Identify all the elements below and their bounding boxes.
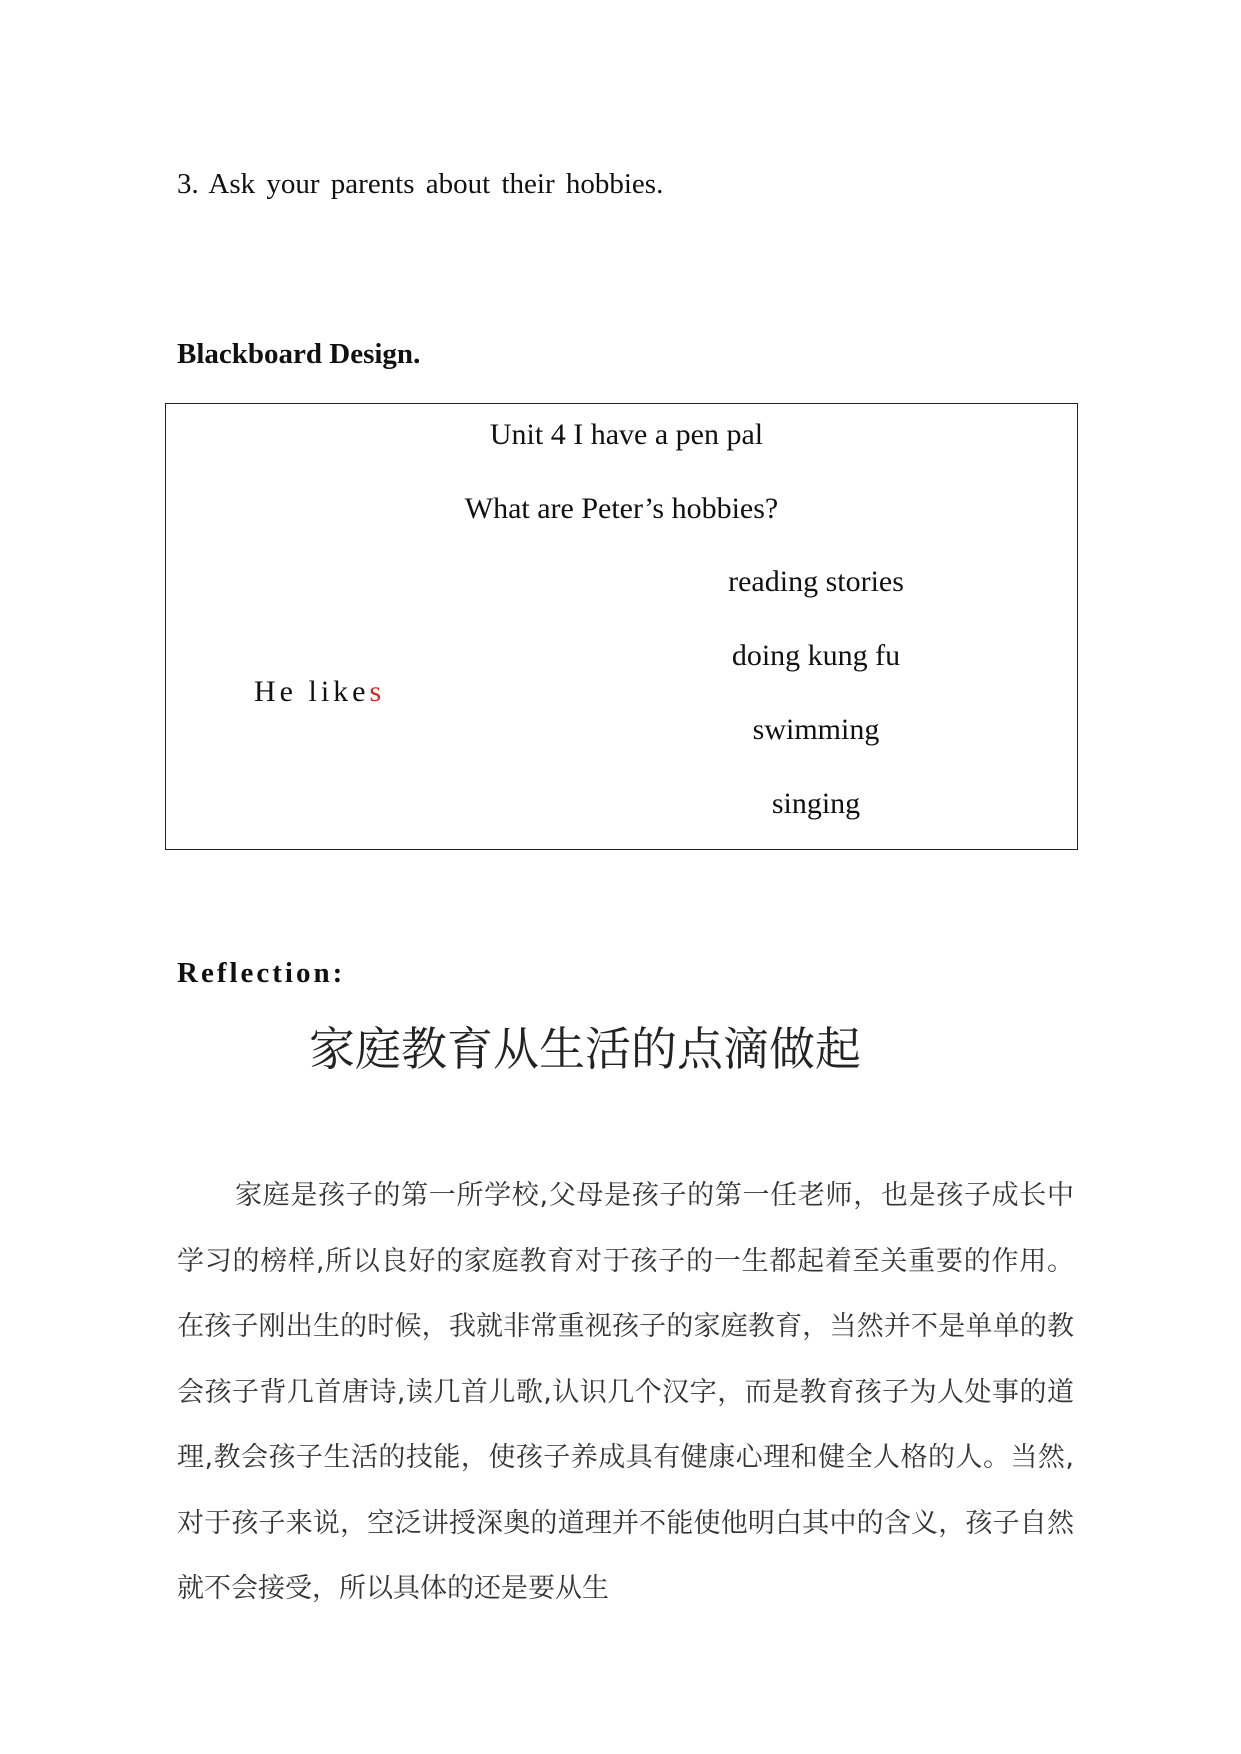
board-subject [254,675,385,709]
blackboard-design-box [165,403,1078,850]
essay-title: 家庭教育从生活的点滴做起 [309,1022,861,1076]
board-question: What are Peter’s hobbies? [464,492,779,525]
reflection-heading: Reflection: [177,957,346,989]
activity-item: reading stories [728,565,904,598]
unit-title: Unit 4 I have a pen pal [489,418,764,451]
activity-item: doing kung fu [731,639,901,672]
blackboard-heading: Blackboard Design. [177,338,421,370]
activity-item: swimming [752,713,880,746]
activity-item: singing [771,787,861,820]
homework-item-3: 3. Ask your parents about their hobbies. [177,168,664,200]
essay-paragraph: 家庭是孩子的第一所学校,父母是孩子的第一任老师，也是孩子成长中学习的榜样,所以良好的家庭教育对于孩子的一生都起着至关重要的作用。在孩子刚出生的时候，我就非常重视孩子的家庭教育，当然并不是单单的教会孩子背几首唐诗,读几首儿歌,认识几个汉字，而是教育孩子为人处事的道理,教会孩子生活的技能，使孩子养成具有健康心理和健全人格的人。当然,对于孩子来说，空泛讲授深奥的道理并不能使他明白其中的含义，孩子自然就不会接受，所以具体的还是要从生 [177,1180,1074,1604]
subject-text: He like [254,675,370,708]
subject-suffix-red: s [369,675,386,708]
